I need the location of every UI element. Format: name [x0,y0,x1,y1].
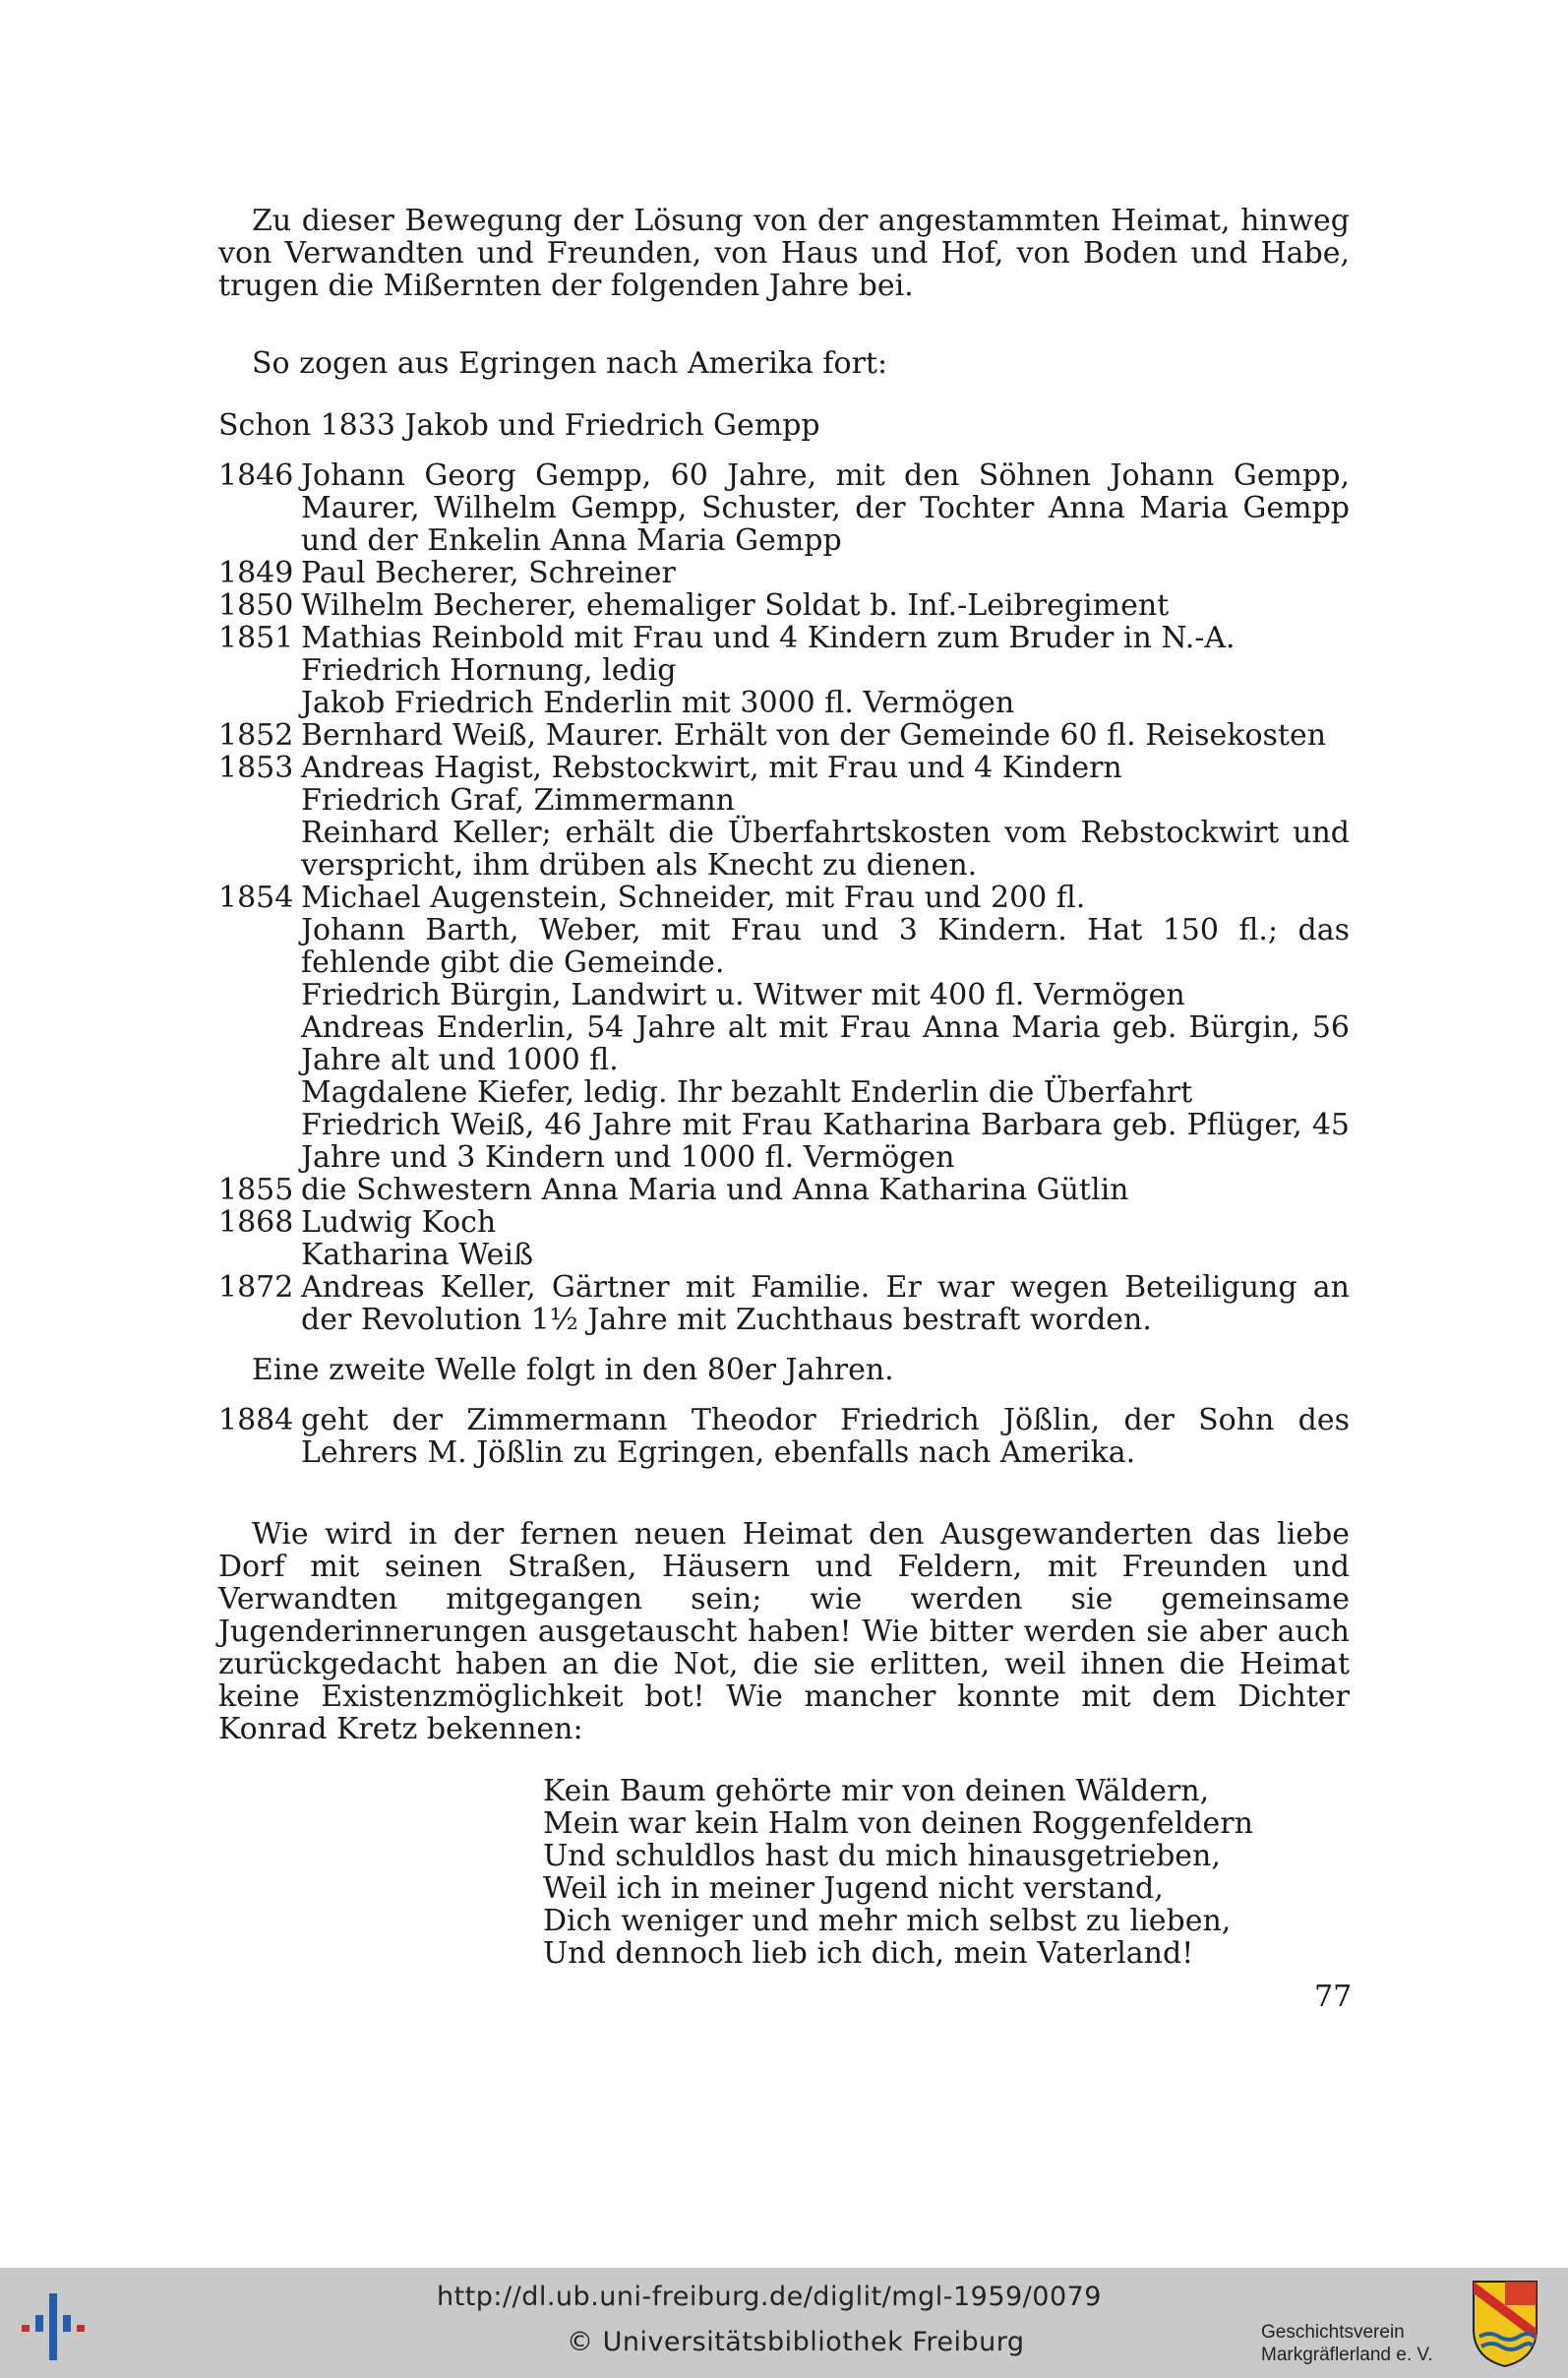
emigration-heading: So zogen aus Egringen nach Amerika fort: [252,346,888,381]
society-name [1261,2321,1433,2366]
list-item [218,622,1350,719]
list-item [218,1271,1350,1336]
entry-year: 1868 [218,1205,294,1240]
entry-line: Michael Augenstein, Schneider, mit Frau und 200 fl. [301,881,1086,915]
emigration-list [218,459,1350,1336]
entry-line: Paul Becherer, Schreiner [301,556,676,590]
poem-line: Weil ich in meiner Jugend nicht verstand, [543,1871,1164,1906]
entry-line: Johann Georg Gempp, 60 Jahre, mit den Söhnen Johann Gempp, Maurer, Wilhelm Gempp, Schuster, der Tochter Anna Maria Gempp und der Enkelin Anna Maria Gempp [301,458,1350,558]
entry-line: Andreas Enderlin, 54 Jahre alt mit Frau Anna Maria geb. Bürgin, 56 Jahre alt und 1000 fl. [301,1010,1350,1077]
ub-freiburg-logo-icon [14,2286,102,2364]
entry-year: 1852 [218,718,294,753]
list-item [218,459,1350,557]
list-item [218,589,1350,622]
poem-line: Kein Baum gehörte mir von deinen Wäldern, [543,1774,1210,1808]
poem-line: Und dennoch lieb ich dich, mein Vaterland! [543,1936,1194,1971]
entry-year: 1849 [218,556,294,590]
entry-line: Jakob Friedrich Enderlin mit 3000 fl. Vermögen [301,686,1015,720]
list-item [218,557,1350,589]
intro-paragraph: Zu dieser Bewegung der Lösung von der angestammten Heimat, hinweg von Verwandten und Freunden, von Haus und Hof, von Boden und Habe, trugen die Mißernten der folgenden Jahre bei. [218,204,1350,303]
entry-line: Magdalene Kiefer, ledig. Ihr bezahlt Enderlin die Überfahrt [301,1075,1193,1110]
entry-year: 1872 [218,1270,294,1305]
society-line-2: Markgräflerland e. V. [1261,2345,1433,2365]
entry-line: Bernhard Weiß, Maurer. Erhält von der Gemeinde 60 fl. Reisekosten [301,718,1327,753]
poem-line: Dich weniger und mehr mich selbst zu lieben, [543,1904,1232,1938]
entry-line: Friedrich Weiß, 46 Jahre mit Frau Katharina Barbara geb. Pflüger, 45 Jahre und 3 Kindern und 1000 fl. Vermögen [301,1108,1350,1175]
entry-line: Katharina Weiß [301,1238,534,1272]
list-item [218,752,1350,882]
coat-of-arms-icon [1470,2278,1540,2368]
entry-year: 1855 [218,1173,294,1207]
early-entry: Schon 1833 Jakob und Friedrich Gempp [218,408,820,443]
page-number: 77 [1314,1980,1353,2014]
entry-line: Johann Barth, Weber, mit Frau und 3 Kindern. Hat 150 fl.; das fehlende gibt die Gemeinde. [301,913,1350,980]
footer-bar [0,2268,1568,2378]
list-item [218,1206,1350,1271]
list-item [218,882,1350,1174]
society-line-1: Geschichtsverein [1261,2322,1405,2343]
list-item [218,719,1350,752]
entry-line: Friedrich Hornung, ledig [301,653,677,688]
entry-line: die Schwestern Anna Maria und Anna Katharina Gütlin [301,1173,1129,1207]
list-item [218,1404,1350,1469]
reflection-paragraph: Wie wird in der fernen neuen Heimat den Ausgewanderten das liebe Dorf mit seinen Straßen, Häusern und Feldern, mit Freunden und Verwandten mitgegangen sein; wie werden sie gemeinsame Jugenderinnerungen ausgetauscht haben! Wie bitter werden sie aber auch zurückgedacht haben an die Not, die sie erlitten, weil ihnen die Heimat keine Existenzmöglichkeit bot! Wie mancher konnte mit dem Dichter Konrad Kretz bekennen: [218,1517,1350,1746]
entry-line: Andreas Keller, Gärtner mit Familie. Er war wegen Beteiligung an der Revolution 1½ Jahre mit Zuchthaus bestraft worden. [301,1270,1350,1337]
entry-line: Mathias Reinbold mit Frau und 4 Kindern zum Bruder in N.-A. [301,621,1236,655]
entry-line: Wilhelm Becherer, ehemaliger Soldat b. Inf.-Leibregiment [301,588,1170,623]
entry-line: Ludwig Koch [301,1205,497,1240]
entry-line: Friedrich Bürgin, Landwirt u. Witwer mit 400 fl. Vermögen [301,978,1185,1012]
entry-line: Andreas Hagist, Rebstockwirt, mit Frau und 4 Kindern [301,751,1122,785]
footer-copyright: © Universitätsbibliothek Freiburg [567,2327,1025,2357]
list-item [218,1174,1350,1206]
entry-year: 1854 [218,881,294,915]
entry-year: 1851 [218,621,294,655]
entry-line: Friedrich Graf, Zimmermann [301,783,736,818]
poem [543,1775,1350,1970]
entry-year: 1853 [218,751,294,785]
entry-year: 1850 [218,588,294,623]
entry-line: geht der Zimmermann Theodor Friedrich Jößlin, der Sohn des Lehrers M. Jößlin zu Egringen, ebenfalls nach Amerika. [301,1403,1350,1470]
entry-year: 1846 [218,458,294,493]
page-body [218,205,1350,1970]
second-wave-note: Eine zweite Welle folgt in den 80er Jahren. [252,1353,894,1387]
poem-line: Mein war kein Halm von deinen Roggenfeldern [543,1806,1253,1841]
poem-line: Und schuldlos hast du mich hinausgetrieben, [543,1839,1221,1873]
entry-line: Reinhard Keller; erhält die Überfahrtskosten vom Rebstockwirt und verspricht, ihm drüben als Knecht zu dienen. [301,816,1350,883]
entry-year: 1884 [218,1403,294,1437]
footer-url-link[interactable]: http://dl.ub.uni-freiburg.de/diglit/mgl-1959/0079 [437,2282,1102,2312]
